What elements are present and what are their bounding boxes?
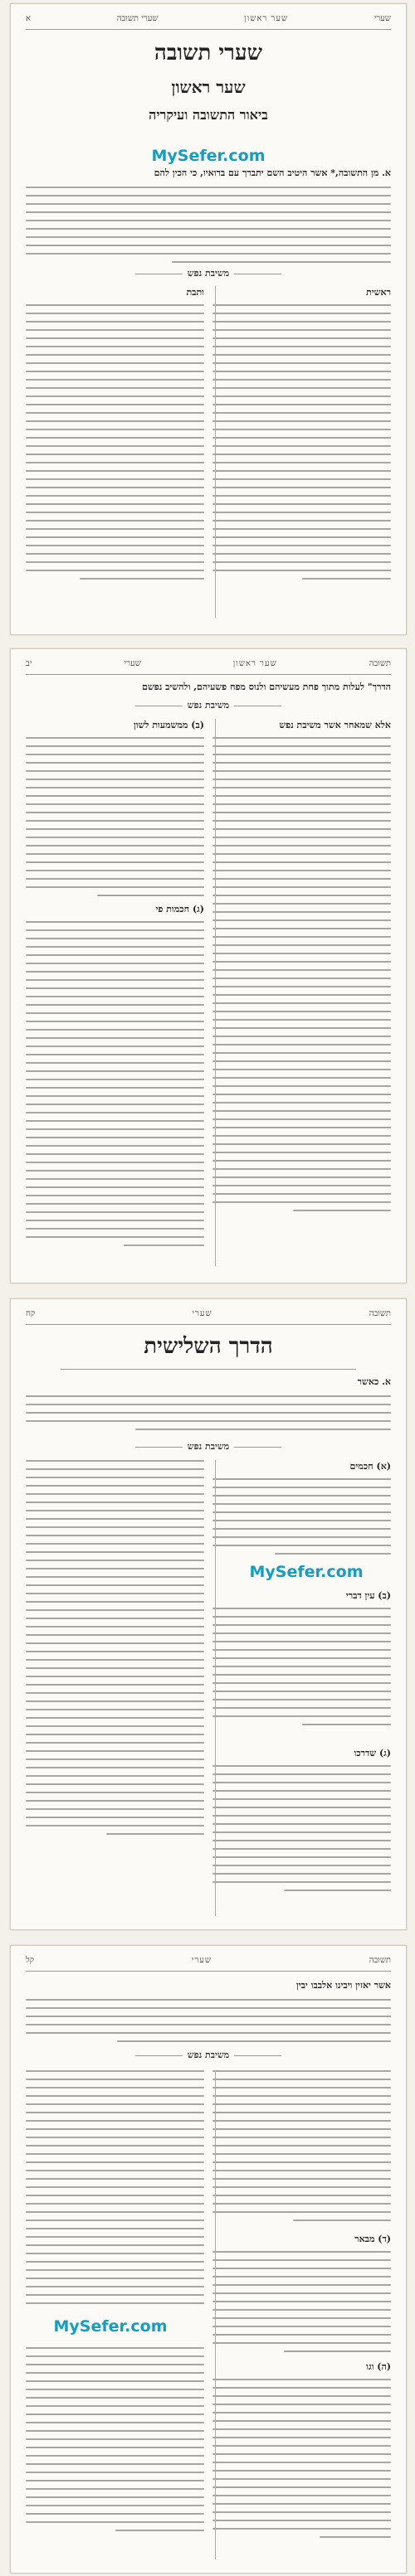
- header-title: תשובה: [369, 1955, 391, 1965]
- header-page-number: קח: [26, 1308, 36, 1318]
- right-column-text-2: [212, 1608, 391, 1732]
- commentary-left-column: [26, 304, 204, 586]
- left-column-text-2: [26, 2347, 204, 2538]
- running-header: [26, 656, 391, 671]
- commentary-left-lead: ותבת: [186, 287, 204, 298]
- header-section: שערי: [192, 1308, 212, 1318]
- left-column-text-1: [26, 737, 204, 903]
- header-page-number: יב: [26, 658, 32, 668]
- header-corner: שערי: [124, 658, 141, 668]
- column-divider: [215, 286, 216, 618]
- commentary-right-column: [212, 304, 391, 586]
- para-c-lead: (ג) שדרכו: [354, 1748, 391, 1759]
- right-column-text-1: [212, 1478, 391, 1561]
- para-b-lead: (ה) וגו: [366, 2361, 391, 2372]
- running-header: [26, 11, 391, 26]
- left-column-text-2: [26, 921, 204, 1253]
- opening-lead: אשר יאזין ויבינו אלבבו יבין: [295, 1980, 391, 1991]
- header-rule: [26, 1324, 391, 1325]
- opening-lead: א. כאשר: [357, 1376, 391, 1387]
- right-column-text: [212, 737, 391, 1218]
- running-header: [26, 1306, 391, 1321]
- right-column-text-2: [212, 2251, 391, 2359]
- para-b-lead: (ב) ממשמעות לשון: [133, 720, 204, 730]
- opening-paragraph-body: [26, 187, 391, 269]
- running-header: [26, 1953, 391, 1967]
- opening-paragraph-body: [26, 1999, 391, 2049]
- header-section: שער ראשון: [244, 13, 289, 23]
- right-column-text-1: [212, 2070, 391, 2228]
- left-column-text: [26, 2070, 204, 2311]
- header-title: תשובה: [369, 658, 391, 668]
- gate-title: שער ראשון: [171, 77, 246, 97]
- header-page-number: א: [26, 13, 32, 23]
- header-rule: [26, 1971, 391, 1972]
- left-column-text: [26, 1460, 204, 1841]
- watermark: MySefer.com: [53, 2317, 168, 2336]
- para-a-lead: (א) חכמים: [349, 1461, 391, 1472]
- page-4: [10, 1945, 407, 2574]
- para-a-lead: אלא שמאחר אשר משיבת נפש: [279, 720, 391, 730]
- commentary-label: משיבת נפש: [183, 1441, 234, 1452]
- watermark: MySefer.com: [249, 1563, 364, 1581]
- header-title: שערי תשובה: [116, 13, 159, 23]
- right-column-text-3: [212, 2379, 391, 2544]
- section-heading: ביאור התשובה ועיקריה: [149, 107, 268, 123]
- header-page-number: קל: [26, 1955, 35, 1965]
- page-1: [10, 3, 407, 635]
- chapter-title: הדרך השלישית: [144, 1334, 273, 1359]
- header-section: שער ראשון: [232, 658, 277, 668]
- opening-paragraph-lead: א. מן התשובה,* אשר היטיב השם יתברך עם ברואיו, כי הכין להם: [154, 167, 391, 178]
- page-3: [10, 1298, 407, 1930]
- para-a-lead: (ד) מבאר: [354, 2234, 391, 2244]
- header-corner: שערי: [374, 13, 391, 23]
- commentary-right-lead: ראשית: [366, 287, 391, 298]
- commentary-label: משיבת נפש: [183, 2050, 234, 2060]
- page-title: שערי תשובה: [154, 41, 263, 65]
- watermark: MySefer.com: [151, 147, 266, 165]
- header-rule: [26, 674, 391, 675]
- header-title: תשובה: [369, 1308, 391, 1318]
- commentary-label: משיבת נפש: [183, 268, 234, 279]
- opening-paragraph-body: [26, 1395, 391, 1437]
- column-divider: [215, 719, 216, 1266]
- right-column-text-3: [212, 1765, 391, 1898]
- title-rule: [61, 1369, 356, 1370]
- header-rule: [26, 29, 391, 30]
- para-b-lead: (ב) עין דברי: [345, 1590, 391, 1601]
- para-c-lead: (ג) חכמות פי: [155, 904, 204, 914]
- page-2: [10, 648, 407, 1283]
- commentary-label: משיבת נפש: [183, 700, 234, 711]
- column-divider: [215, 2070, 216, 2559]
- header-section: שערי: [191, 1955, 212, 1965]
- intro-lead: הדרך" לעלות מתוך פחת מעשיהם ולנוס מפח פשעיהם, ולהשיב נפשם: [142, 682, 391, 692]
- column-divider: [215, 1460, 216, 1916]
